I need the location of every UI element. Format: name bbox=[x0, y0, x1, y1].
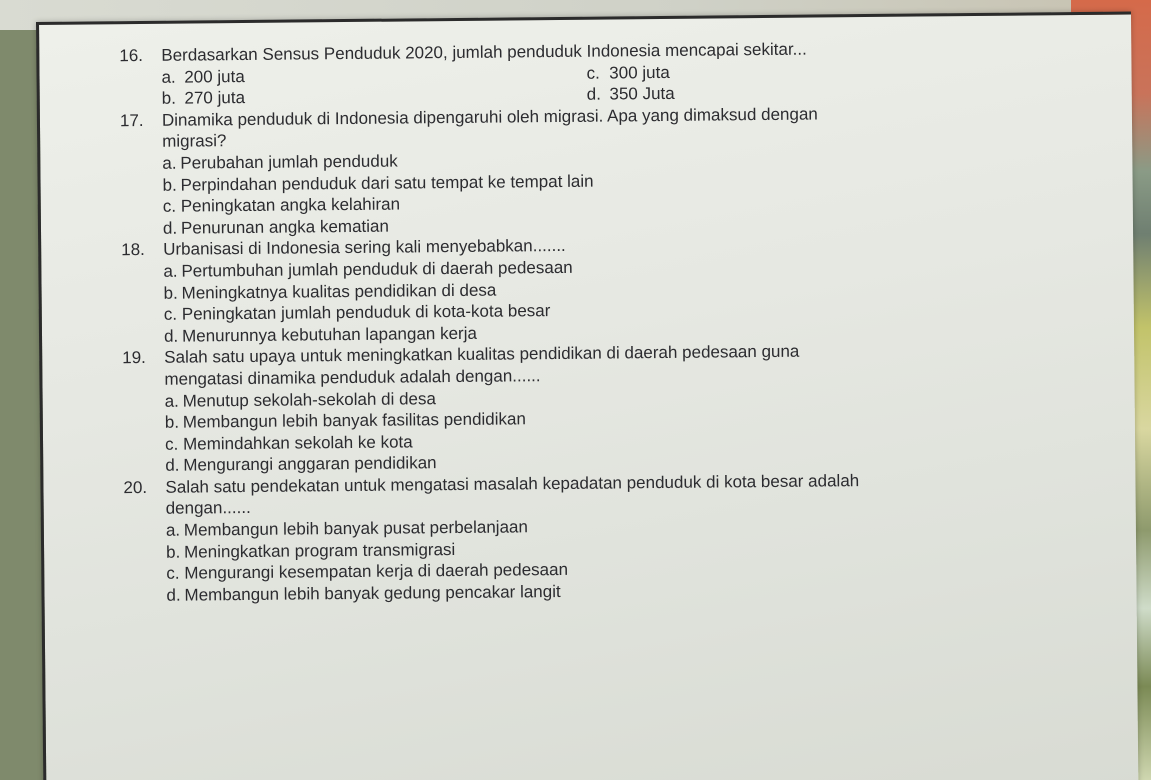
option-text: Mengurangi kesempatan kerja di daerah pedesaan bbox=[184, 560, 569, 583]
option-text: Membangun lebih banyak pusat perbelanjaan bbox=[183, 517, 528, 540]
option-text: Menutup sekolah-sekolah di desa bbox=[182, 388, 437, 411]
option-text: Penurunan angka kematian bbox=[180, 216, 390, 238]
question-number: 16. bbox=[119, 45, 144, 66]
question-text-line1: Salah satu pendekatan untuk mengatasi masalah kepadatan penduduk di kota besar adalah bbox=[165, 470, 860, 497]
option-letter: c. bbox=[586, 63, 600, 83]
option-text: 270 juta bbox=[184, 88, 246, 108]
question-text-line1: Salah satu upaya untuk meningkatkan kualitas pendidikan di daerah pedesaan guna bbox=[164, 342, 800, 368]
option-letter: a. bbox=[163, 261, 178, 281]
question-number: 19. bbox=[122, 348, 146, 368]
option-letter: d. bbox=[163, 326, 179, 346]
question-number: 20. bbox=[123, 477, 148, 498]
question-number: 18. bbox=[121, 240, 145, 260]
option-text: Pertumbuhan jumlah penduduk di daerah pedesaan bbox=[181, 257, 573, 281]
option-text: Membangun lebih banyak fasilitas pendidikan bbox=[182, 409, 526, 432]
option-text: 350 Juta bbox=[609, 84, 675, 104]
option-text: Menurunnya kebutuhan lapangan kerja bbox=[181, 323, 477, 346]
option-text: Peningkatan jumlah penduduk di kota-kota besar bbox=[181, 301, 551, 324]
option-letter: d. bbox=[586, 84, 601, 104]
option-letter: d. bbox=[165, 455, 180, 476]
option-letter: b. bbox=[163, 283, 178, 303]
option-text: Perpindahan penduduk dari satu tempat ke tempat lain bbox=[180, 171, 594, 195]
option-letter: c. bbox=[163, 304, 178, 324]
question-text: Urbanisasi di Indonesia sering kali menyebabkan....... bbox=[163, 236, 566, 260]
option-letter: d. bbox=[162, 218, 178, 238]
option-letter: b. bbox=[164, 412, 180, 432]
option-letter: a. bbox=[161, 67, 176, 87]
option-text: Peningkatan angka kelahiran bbox=[180, 194, 401, 216]
option-letter: c. bbox=[166, 563, 180, 584]
option-text: Memindahkan sekolah ke kota bbox=[182, 432, 413, 454]
option-letter: c. bbox=[162, 196, 177, 216]
option-letter: b. bbox=[166, 542, 181, 562]
option-right bbox=[586, 63, 669, 84]
option-text: Meningkatkan program transmigrasi bbox=[184, 539, 456, 562]
option-text: Mengurangi anggaran pendidikan bbox=[183, 453, 437, 475]
option-text: 300 juta bbox=[609, 62, 670, 83]
option-text: 200 juta bbox=[184, 66, 245, 87]
question-text: Berdasarkan Sensus Penduduk 2020, jumlah penduduk Indonesia mencapai sekitar... bbox=[161, 39, 807, 65]
option-letter: a. bbox=[165, 520, 181, 540]
option-letter: d. bbox=[166, 585, 181, 605]
option-text: Membangun lebih banyak gedung pencakar langit bbox=[184, 581, 561, 605]
question-text-line2: mengatasi dinamika penduduk adalah dengan...... bbox=[164, 366, 541, 389]
question-text-line2: dengan...... bbox=[165, 498, 251, 519]
question-text-line1: Dinamika penduduk di Indonesia dipengaruhi oleh migrasi. Apa yang dimaksud dengan bbox=[161, 104, 818, 130]
option-letter: a. bbox=[162, 153, 177, 173]
option-text: Meningkatnya kualitas pendidikan di desa bbox=[181, 280, 497, 303]
option-letter: b. bbox=[161, 88, 177, 108]
question-list bbox=[119, 37, 1084, 608]
question-number: 17. bbox=[119, 110, 144, 130]
option-text: Perubahan jumlah penduduk bbox=[180, 151, 398, 173]
option-letter: b. bbox=[162, 175, 177, 195]
option-letter: c. bbox=[164, 434, 179, 454]
option-letter: a. bbox=[164, 391, 179, 411]
question-text-line2: migrasi? bbox=[162, 131, 227, 152]
worksheet-paper bbox=[36, 11, 1138, 780]
option-right bbox=[587, 84, 675, 105]
